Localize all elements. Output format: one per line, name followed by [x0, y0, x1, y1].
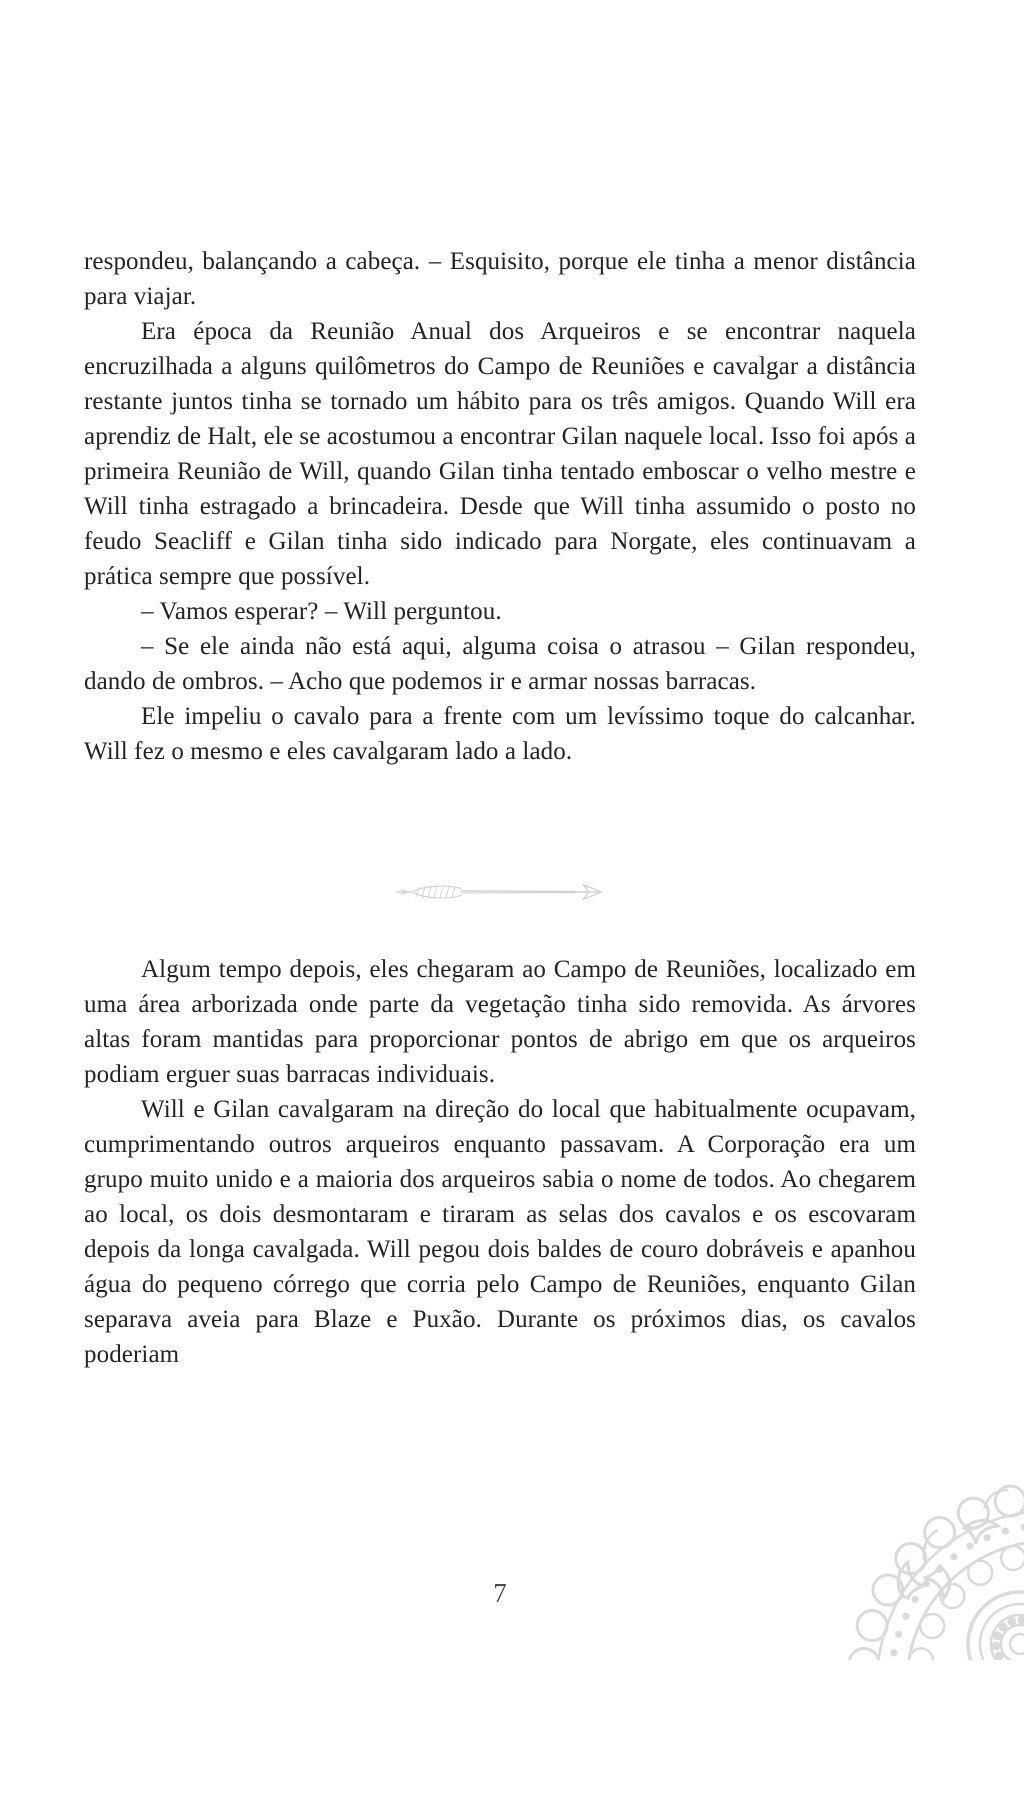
body-text [84, 244, 916, 1372]
arrow-divider-icon [395, 880, 605, 904]
paragraph: Algum tempo depois, eles chegaram ao Campo de Reuniões, localizado em uma área arborizada onde parte da vegetação tinha sido removida. As árvores altas foram mantidas para proporcionar pontos de abrigo em que os arqueiros podiam erguer suas barracas individuais. [84, 956, 916, 1088]
text-section-1 [84, 244, 916, 769]
paragraph: Era época da Reunião Anual dos Arqueiros e se encontrar naquela encruzilhada a alguns quilômetros do Campo de Reuniões e cavalgar a distância restante juntos tinha se tornado um hábito para os três amigos. Quando Will era aprendiz de Halt, ele se acostumou a encontrar Gilan naquele local. Isso foi após a primeira Reunião de Will, quando Gilan tinha tentado emboscar o velho mestre e Will tinha estragado a brincadeira. Desde que Will tinha assumido o posto no feudo Seacliff e Gilan tinha sido indicado para Norgate, eles continuavam a prática sempre que possível. [84, 318, 916, 590]
paragraph: respondeu, balançando a cabeça. – Esquisito, porque ele tinha a menor distância para viajar. [84, 248, 916, 310]
paragraph: Ele impeliu o cavalo para a frente com um levíssimo toque do calcanhar. Will fez o mesmo e eles cavalgaram lado a lado. [84, 703, 916, 765]
corner-ornament-icon [814, 1468, 1024, 1660]
page-number: 7 [493, 1578, 507, 1608]
paragraph: Will e Gilan cavalgaram na direção do local que habitualmente ocupavam, cumprimentando outros arqueiros enquanto passavam. A Corporação era um grupo muito unido e a maioria dos arqueiros sabia o nome de todos. Ao chegarem ao local, os dois desmontaram e tiraram as selas dos cavalos e os escovaram depois da longa cavalgada. Will pegou dois baldes de couro dobráveis e apanhou água do pequeno córrego que corria pelo Campo de Reuniões, enquanto Gilan separava aveia para Blaze e Puxão. Durante os próximos dias, os cavalos poderiam [84, 1096, 916, 1368]
text-section-2 [84, 952, 916, 1372]
paragraph: – Vamos esperar? – Will perguntou. [141, 598, 502, 625]
section-divider [84, 880, 916, 904]
paragraph: – Se ele ainda não está aqui, alguma coisa o atrasou – Gilan respondeu, dando de ombros. – Acho que podemos ir e armar nossas barracas. [84, 633, 916, 695]
